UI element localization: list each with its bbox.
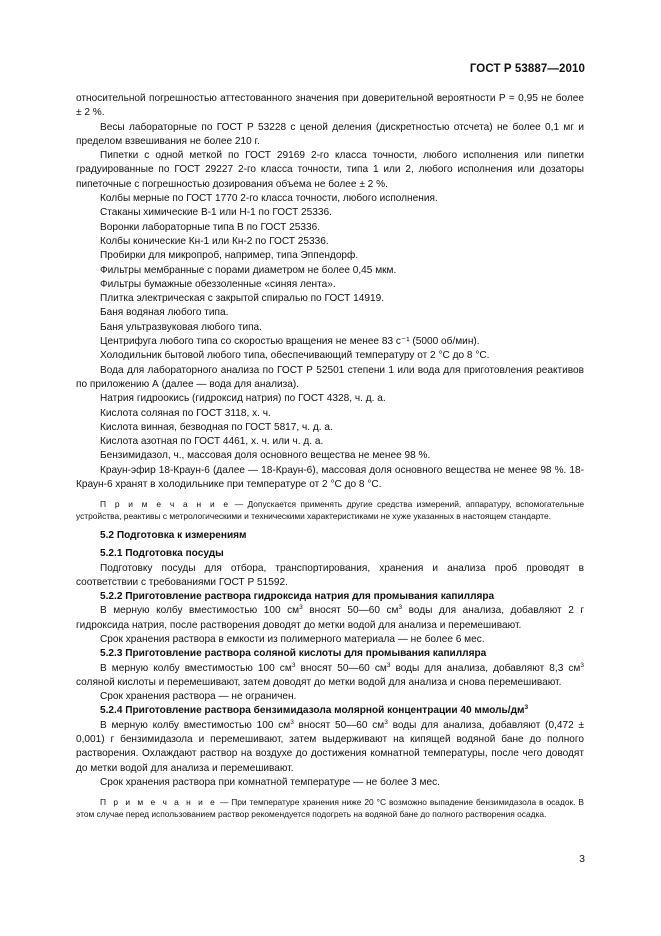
section-heading: 5.2 Подготовка к измерениям [100,529,247,541]
paragraph: Вода для лабораторного анализа по ГОСТ Р 52501 степени 1 или вода для приготовления реактивов по приложению А (далее — вода для анализа). [76,364,584,390]
paragraph: Фильтры мембранные с порами диаметром не более 0,45 мкм. [100,264,397,276]
paragraph: Бензимидазол, ч., массовая доля основного вещества не менее 98 %. [100,450,431,462]
paragraph: Баня водяная любого типа. [100,307,229,319]
subsection-heading: 5.2.4 Приготовление раствора бензимидазола молярной концентрации 40 ммоль/$дм^3$ [100,704,529,717]
paragraph: относительной погрешностью аттестованного значения при доверительной вероятности Р = 0,95 не более ± 2 %. [76,93,584,119]
paragraph: В мерную колбу вместимостью 100 $см^3$ вносят 50—60 $см^3$ воды для анализа, добавляют 2 г гидроксида натрия, после растворения доводят до метки водой для анализа и перемешивают. [76,604,584,631]
paragraph: Плитка электрическая с закрытой спиралью по ГОСТ 14919. [100,293,385,305]
paragraph: Стаканы химические В-1 или Н-1 по ГОСТ 25336. [100,207,332,219]
paragraph: Баня ультразвуковая любого типа. [100,321,262,333]
page-number: 3 [579,853,585,865]
paragraph: Кислота соляная по ГОСТ 3118, х. ч. [100,407,271,419]
paragraph: Колбы мерные по ГОСТ 1770 2-го класса точности, любого исполнения. [100,193,438,205]
paragraph: Пипетки с одной меткой по ГОСТ 29169 2-го класса точности, любого исполнения или пипетки градуированные по ГОСТ 29227 2-го класса точности, типа 1 или 2, любого исполнения или дозаторы пипеточные с погрешностью дозирования объема не более ± 2 %. [76,150,584,190]
note-text: — Допускается применять другие средства измерений, аппаратуру, вспомогательные устройства, реактивы с метрологическими и техническими характеристиками не хуже указанных в настоящем стандарте. [76,499,585,522]
paragraph: В мерную колбу вместимостью 100 $см^3$ вносят 50—60 $см^3$ воды для анализа, добавляют 8,3 $см^3$ соляной кислоты и перемешивают, затем доводят до метки водой для анализа и снова перемешивают. [76,661,585,688]
paragraph: Кислота азотная по ГОСТ 4461, х. ч. или ч. д. а. [100,436,324,448]
paragraph: Колбы конические Кн-1 или Кн-2 по ГОСТ 25336. [100,235,329,247]
note [76,797,584,821]
note-label: П р и м е ч а н и е [100,499,231,510]
subsection-heading: 5.2.3 Приготовление раствора соляной кислоты для промывания капилляра [100,648,487,660]
paragraph: Весы лабораторные по ГОСТ Р 53228 с ценой деления (дискретностью отсчета) не более 0,1 мг и пределом взвешивания не более 210 г. [76,121,584,147]
paragraph: Пробирки для микропроб, например, типа Эппендорф. [100,250,359,262]
paragraph: Кислота винная, безводная по ГОСТ 5817, ч. д. а. [100,421,333,433]
paragraph: В мерную колбу вместимостью 100 $см^3$ вносят 50—60 $см^3$ воды для анализа, добавляют (0,472 ± 0,001) г бензимидазола и перемешивают, затем выдерживают на кипящей водяной бане до полного растворения. Охлаждают раствор на воздухе до достижения комнатной температуры, после чего доводят до метки водой для анализа и перемешивают. [76,718,584,774]
document-body [76,92,584,827]
paragraph: Срок хранения раствора при комнатной температуре — не более 3 мес. [100,776,440,788]
document-code-header: ГОСТ Р 53887—2010 [469,63,585,75]
paragraph: Подготовку посуды для отбора, транспортирования, хранения и анализа проб проводят в соответствии с требованиями ГОСТ Р 51592. [76,562,584,588]
subsection-heading: 5.2.1 Подготовка посуды [100,548,224,560]
paragraph: Натрия гидроокись (гидроксид натрия) по ГОСТ 4328, ч. д. а. [100,393,386,405]
note [76,499,584,523]
note-text: — При температуре хранения ниже 20 °С возможно выпадение бензимидазола в осадок. В этом случае перед использованием раствор рекомендуется подогреть на водяной бане до полного растворения осадка. [76,797,585,820]
paragraph: Центрифуга любого типа со скоростью вращения не менее 83 с⁻¹ (5000 об/мин). [100,336,480,348]
paragraph: Срок хранения раствора в емкости из полимерного материала — не более 6 мес. [100,633,485,645]
paragraph: Фильтры бумажные обеззоленные «синяя лента». [100,278,336,290]
paragraph: Воронки лабораторные типа В по ГОСТ 25336. [100,221,321,233]
paragraph: Холодильник бытовой любого типа, обеспечивающий температуру от 2 °С до 8 °С. [100,350,490,362]
note-label: П р и м е ч а н и е [100,797,217,808]
paragraph: Срок хранения раствора — не ограничен. [100,691,297,703]
subsection-heading: 5.2.2 Приготовление раствора гидроксида натрия для промывания капилляра [100,591,495,603]
paragraph: Краун-эфир 18-Краун-6 (далее — 18-Краун-6), массовая доля основного вещества не менее 98 %. 18-Краун-6 хранят в холодильнике при температуре от 2 °С до 8 °С. [76,464,584,491]
